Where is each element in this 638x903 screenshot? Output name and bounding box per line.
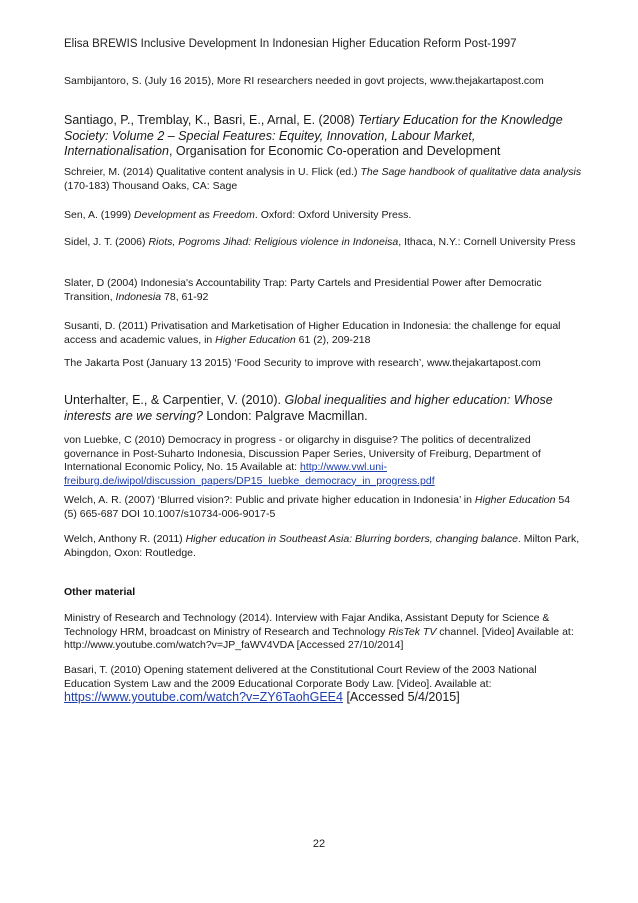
page-number: 22	[312, 838, 326, 850]
reference-sambijantoro	[64, 75, 584, 89]
reference-text: , Organisation for Economic Co-operation and Development	[168, 144, 501, 158]
reference-text: (170-183) Thousand Oaks, CA: Sage	[64, 179, 238, 192]
reference-text: Slater, D (2004) Indonesia's Accountability Trap: Party Cartels and Presidential Power after Democratic Transition,	[64, 277, 542, 303]
reference-text: Welch, A. R. (2007) ‘Blurred vision?: Public and private higher education in Indonesia’ in	[64, 494, 475, 506]
reference-text: channel. [Video] Available at: http://www.youtube.com/watch?v=JP_faWV4VDA [Accessed 27/10/2014]	[64, 625, 574, 651]
reference-sidel	[64, 236, 584, 250]
reference-vonluebke	[64, 434, 584, 488]
reference-ristek	[64, 612, 584, 653]
reference-basari	[64, 664, 584, 706]
reference-text: Sidel, J. T. (2006)	[64, 236, 149, 248]
reference-text: 78, 61-92	[161, 290, 209, 303]
reference-italic-text: Global inequalities and higher education: Whose interests are we serving?	[64, 393, 553, 423]
reference-italic-text: Higher Education	[474, 494, 556, 506]
reference-text: Unterhalter, E., & Carpentier, V. (2010).	[64, 393, 285, 407]
reference-italic-text: Indonesia	[115, 290, 162, 303]
reference-text: 54 (5) 665-687 DOI 10.1007/s10734-006-9017-5	[64, 494, 571, 520]
reference-italic-text: The Sage handbook of qualitative data analysis	[360, 166, 582, 178]
reference-italic-text: Higher Education	[215, 333, 296, 346]
reference-text: Santiago, P., Tremblay, K., Basri, E., Arnal, E. (2008)	[64, 113, 359, 127]
section-title-other-material: Other material	[64, 586, 136, 598]
reference-italic-text: Higher education in Southeast Asia: Blurring borders, changing balance	[185, 533, 518, 545]
reference-schreier	[64, 166, 584, 193]
reference-italic-text: RisTek TV	[388, 625, 437, 638]
reference-text: Susanti, D. (2011) Privatisation and Marketisation of Higher Education in Indonesia: the challenge for equal access and academic values, in	[64, 320, 561, 346]
reference-text: . Oxford: Oxford University Press.	[254, 209, 412, 221]
reference-slater	[64, 277, 584, 304]
reference-text: . Milton Park, Abingdon, Oxon: Routledge.	[64, 533, 580, 559]
reference-italic-text: Development as Freedom	[134, 209, 255, 221]
reference-santiago	[64, 113, 584, 160]
reference-welch-2007	[64, 494, 584, 521]
reference-text: [Accessed 5/4/2015]	[342, 690, 460, 704]
reference-italic-text: Tertiary Education for the Knowledge Society: Volume 2 – Special Features: Equitey, Innovation, Labour Market, Internationalisation	[64, 113, 563, 158]
reference-welch-2011	[64, 533, 584, 560]
reference-text: Basari, T. (2010) Opening statement delivered at the Constitutional Court Review of the 2003 National Education System Law and the 2009 Educational Corporate Body Law. [Video]. Available at:	[64, 664, 537, 690]
reference-text: The Jakarta Post (January 13 2015) ‘Food Security to improve with research’, www.thejakartapost.com	[64, 357, 541, 369]
reference-text: Welch, Anthony R. (2011)	[64, 533, 186, 545]
reference-jakartapost	[64, 357, 584, 371]
reference-text: Sambijantoro, S. (July 16 2015), More RI researchers needed in govt projects, www.thejakartapost.com	[64, 75, 544, 87]
reference-text: Ministry of Research and Technology (2014). Interview with Fajar Andika, Assistant Deputy for Science & Technology HRM, broadcast on Ministry of Research and Technology	[64, 612, 550, 638]
reference-text: Schreier, M. (2014) Qualitative content analysis in U. Flick (ed.)	[64, 166, 361, 178]
reference-text: London: Palgrave Macmillan.	[202, 408, 368, 423]
reference-unterhalter	[64, 393, 584, 424]
reference-text: Sen, A. (1999)	[64, 209, 135, 221]
reference-link[interactable]: http://www.vwl.uni-freiburg.de/iwipol/discussion_papers/DP15_luebke_democracy_in_progress.pdf	[64, 461, 435, 487]
reference-link[interactable]: https://www.youtube.com/watch?v=ZY6TaohGEE4	[64, 690, 343, 704]
reference-italic-text: Riots, Pogroms Jihad: Religious violence in Indoneisa	[148, 236, 399, 248]
reference-sen	[64, 209, 584, 223]
reference-text: , Ithaca, N.Y.: Cornell University Press	[398, 236, 576, 248]
reference-susanti	[64, 320, 584, 347]
reference-text: von Luebke, C (2010) Democracy in progress - or oligarchy in disguise? The politics of decentralized governance in Post-Suharto Indonesia, Discussion Paper Series, University of Freiburg, Department of International Economic Policy, No. 15 Available at:	[64, 434, 541, 473]
reference-text: 61 (2), 209-218	[295, 333, 371, 346]
running-header: Elisa BREWIS Inclusive Development In Indonesian Higher Education Reform Post-1997	[64, 38, 517, 50]
